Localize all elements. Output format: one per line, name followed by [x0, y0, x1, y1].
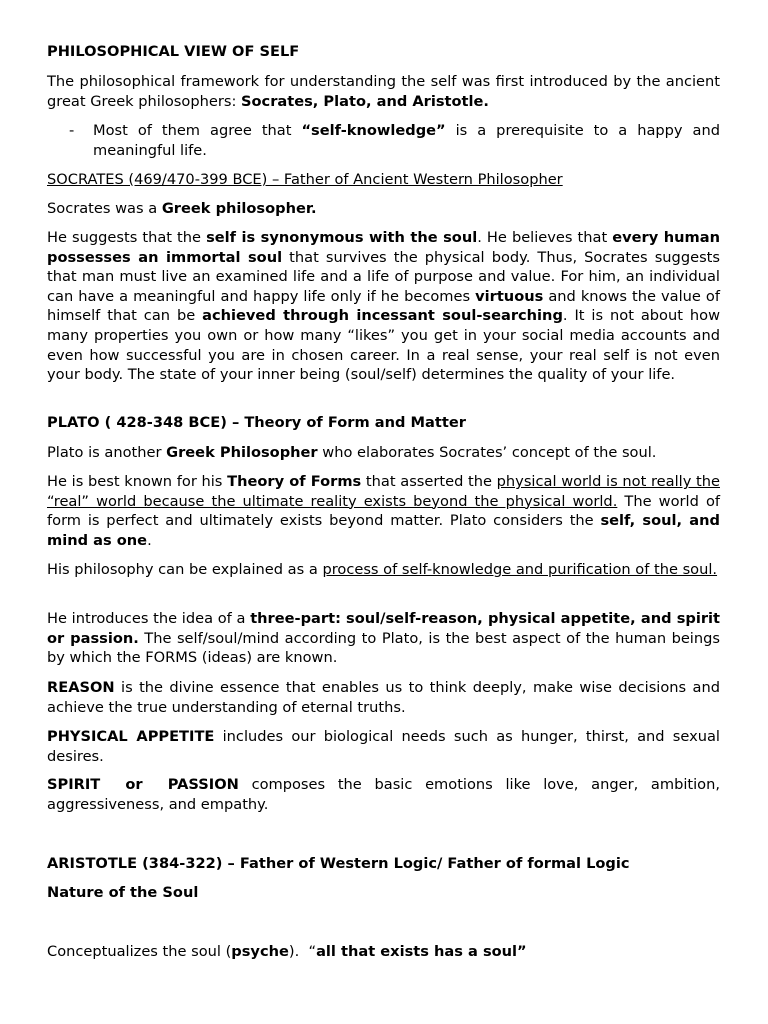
intro-text: The philosophical framework for understanding the self was first introduced by the ancient great Greek philosophers:: [47, 73, 720, 110]
spirit-term: SPIRIT or PASSION: [47, 776, 239, 793]
plato-forms-text-1: He is best known for his: [47, 473, 228, 490]
spirit-definition: composes the basic emotions like love, anger, ambition, aggressiveness, and empathy.: [47, 776, 720, 813]
reason-definition: is the divine essence that enables us to think deeply, make wise decisions and achieve the true understanding of eternal truths.: [47, 679, 720, 716]
plato-forms-bold-2: self, soul, and mind as one: [47, 512, 720, 549]
bullet-text-end: is a prerequisite to a happy and meaningful life.: [93, 122, 720, 159]
socrates-paragraph: [47, 228, 720, 385]
socrates-intro-text: Socrates was a: [47, 200, 162, 217]
spirit-paragraph: [47, 775, 720, 814]
plato-intro: [47, 443, 720, 463]
aristotle-paragraph: [47, 942, 720, 962]
plato-three-part-bold: three-part: soul/self-reason, physical appetite, and spirit or passion.: [47, 610, 721, 647]
plato-three-part-paragraph: [47, 609, 720, 668]
plato-philosophy-underline: process of self-knowledge and purification of the soul.: [322, 561, 718, 578]
plato-forms-text-2: that asserted the: [361, 473, 497, 490]
socrates-text-3: that survives the physical body. Thus, Socrates suggests that man must live an examined life and a life of purpose and value. For him, an individual can have a meaningful and happy life only if he becomes: [47, 248, 720, 305]
aristotle-psyche: psyche: [231, 943, 289, 960]
appetite-definition: includes our biological needs such as hunger, thirst, and sexual desires.: [47, 728, 720, 765]
plato-three-part-text-2: The self/soul/mind according to Plato, is the best aspect of the human beings by which the FORMS (ideas) are known.: [47, 629, 720, 667]
intro-paragraph: [47, 72, 720, 111]
intro-philosophers: Socrates, Plato, and Aristotle.: [241, 92, 489, 110]
bullet-item: [93, 121, 720, 160]
appetite-term: PHYSICAL APPETITE: [47, 728, 215, 745]
plato-forms-paragraph: [47, 472, 720, 550]
socrates-bold-2: every human possesses an immortal soul: [47, 229, 720, 266]
plato-forms-underline: physical world is not really the “real” world because the ultimate reality exists beyond the physical world.: [47, 473, 720, 510]
reason-term: REASON: [47, 679, 115, 696]
page-title: PHILOSOPHICAL VIEW OF SELF: [47, 43, 300, 60]
socrates-bold-3: virtuous: [475, 287, 544, 305]
reason-paragraph: [47, 678, 720, 717]
socrates-bold-4: achieved through incessant soul-searching: [202, 307, 563, 325]
appetite-paragraph: [47, 727, 720, 766]
aristotle-text-2: ). “: [288, 943, 317, 960]
bullet-emphasis: “self-knowledge”: [301, 122, 446, 139]
aristotle-subheading: Nature of the Soul: [47, 884, 199, 901]
socrates-heading: SOCRATES (469/470-399 BCE) – Father of Ancient Western Philosopher: [47, 171, 563, 188]
plato-heading: PLATO ( 428-348 BCE) – Theory of Form and Matter: [47, 414, 466, 431]
plato-philosophy-paragraph: [47, 560, 720, 580]
socrates-text-2: . He believes that: [477, 229, 613, 246]
socrates-intro: [47, 199, 720, 219]
socrates-text-4: and knows the value of himself that can be: [47, 287, 720, 325]
plato-forms-text-3: The world of form is perfect and ultimately exists beyond matter. Plato considers the: [47, 492, 721, 530]
bullet-marker: -: [69, 122, 75, 139]
socrates-bold-1: self is synonymous with the soul: [206, 229, 478, 246]
bullet-text: Most of them agree that: [93, 122, 302, 139]
plato-forms-bold-1: Theory of Forms: [227, 473, 362, 490]
plato-philosophy-text: His philosophy can be explained as a: [47, 561, 323, 578]
aristotle-heading: ARISTOTLE (384-322) – Father of Western Logic/ Father of formal Logic: [47, 855, 630, 872]
socrates-text-5: . It is not about how many properties you own or how many “likes” you get in your social media accounts and even how successful you are in chosen career. In a real sense, your real self is not even your body. The state of your inner being (soul/self) determines the quality of your life.: [47, 307, 721, 384]
plato-forms-text-4: .: [147, 531, 152, 549]
aristotle-quote: all that exists has a soul”: [316, 943, 527, 960]
plato-three-part-text-1: He introduces the idea of a: [47, 610, 251, 627]
plato-intro-text-1: Plato is another: [47, 444, 167, 461]
plato-intro-text-2: who elaborates Socrates’ concept of the soul.: [317, 444, 657, 461]
plato-intro-bold: Greek Philosopher: [166, 444, 318, 461]
socrates-text-1: He suggests that the: [47, 229, 207, 246]
aristotle-text-1: Conceptualizes the soul (: [47, 943, 232, 960]
socrates-intro-bold: Greek philosopher.: [161, 200, 317, 217]
